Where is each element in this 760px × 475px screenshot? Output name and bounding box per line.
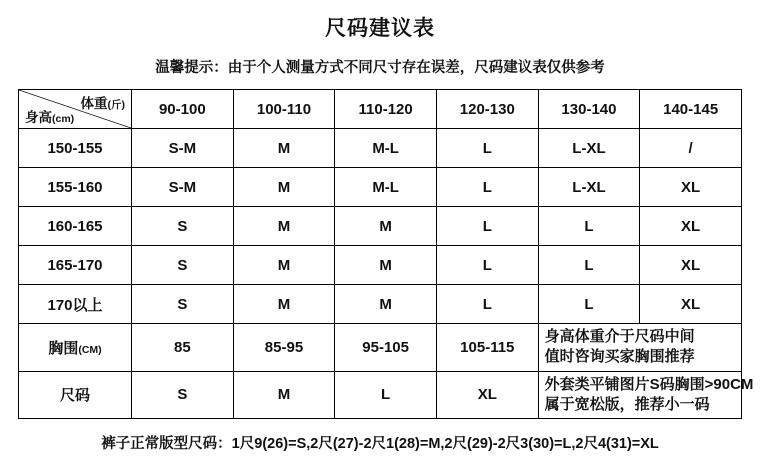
row-height-label: 150-155 <box>19 129 132 168</box>
size-cell: L <box>538 285 640 324</box>
row-height-label: 160-165 <box>19 207 132 246</box>
weight-range-header: 130-140 <box>538 90 640 129</box>
size-cell: M <box>233 168 335 207</box>
row-height-label: 155-160 <box>19 168 132 207</box>
size-cell: L <box>538 246 640 285</box>
weight-range-header: 120-130 <box>436 90 538 129</box>
size-cell: L <box>538 207 640 246</box>
bust-value: 105-115 <box>436 324 538 372</box>
table-row <box>19 207 742 246</box>
size-cell: L-XL <box>538 168 640 207</box>
size-label: 尺码 <box>19 371 132 419</box>
size-cell: L-XL <box>538 129 640 168</box>
row-height-label: 170以上 <box>19 285 132 324</box>
bust-row <box>19 324 742 372</box>
size-value: S <box>132 371 234 419</box>
size-cell: S <box>132 285 234 324</box>
bust-label: 胸围(CM) <box>19 324 132 372</box>
table-header-row <box>19 90 742 129</box>
size-cell: / <box>640 129 742 168</box>
size-cell: L <box>436 246 538 285</box>
table-row <box>19 129 742 168</box>
weight-range-header: 110-120 <box>335 90 437 129</box>
bust-value: 85 <box>132 324 234 372</box>
size-cell: M <box>335 207 437 246</box>
size-cell: L <box>436 285 538 324</box>
size-cell: S-M <box>132 129 234 168</box>
size-cell: S <box>132 246 234 285</box>
size-cell: M-L <box>335 129 437 168</box>
weight-range-header: 140-145 <box>640 90 742 129</box>
table-row <box>19 246 742 285</box>
size-cell: XL <box>640 285 742 324</box>
row-height-label: 165-170 <box>19 246 132 285</box>
size-note-line1: 外套类平铺图片S码胸围>90CM <box>544 375 754 393</box>
size-note <box>538 371 754 419</box>
size-cell: XL <box>640 246 742 285</box>
size-cell: S-M <box>132 168 234 207</box>
size-cell: M <box>233 246 335 285</box>
bust-note <box>538 324 741 372</box>
size-cell: M-L <box>335 168 437 207</box>
tip-note: 温馨提示：由于个人测量方式不同尺寸存在误差，尺码建议表仅供参考 <box>155 60 605 76</box>
table-row <box>19 285 742 324</box>
header-corner-cell <box>19 90 132 129</box>
page-title: 尺码建议表 <box>325 17 435 40</box>
size-cell: L <box>436 168 538 207</box>
size-value: L <box>335 371 437 419</box>
size-cell: M <box>335 246 437 285</box>
size-cell: M <box>233 129 335 168</box>
height-header-label: 身高(cm) <box>25 110 75 125</box>
size-chart-table <box>18 89 754 419</box>
bust-note-line2: 值时咨询买家胸围推荐 <box>544 348 695 366</box>
size-cell: M <box>233 285 335 324</box>
weight-header-label: 体重(斤) <box>80 96 125 111</box>
bust-value: 85-95 <box>233 324 335 372</box>
table-row <box>19 168 742 207</box>
size-cell: M <box>335 285 437 324</box>
size-cell: XL <box>640 168 742 207</box>
bust-note-line1: 身高体重介于尺码中间 <box>544 328 695 345</box>
size-cell: XL <box>640 207 742 246</box>
size-cell: L <box>436 129 538 168</box>
size-value: M <box>233 371 335 419</box>
weight-range-header: 90-100 <box>132 90 234 129</box>
size-note-line2: 属于宽松版，推荐小一码 <box>544 395 710 413</box>
weight-range-header: 100-110 <box>233 90 335 129</box>
bust-value: 95-105 <box>335 324 437 372</box>
size-cell: L <box>436 207 538 246</box>
size-cell: S <box>132 207 234 246</box>
pants-size-footer: 裤子正常版型尺码：1尺9(26)=S,2尺(27)-2尺1(28)=M,2尺(29)-2尺3(30)=L,2尺4(31)=XL <box>101 436 659 452</box>
size-cell: M <box>233 207 335 246</box>
size-row <box>19 371 742 419</box>
size-value: XL <box>436 371 538 419</box>
